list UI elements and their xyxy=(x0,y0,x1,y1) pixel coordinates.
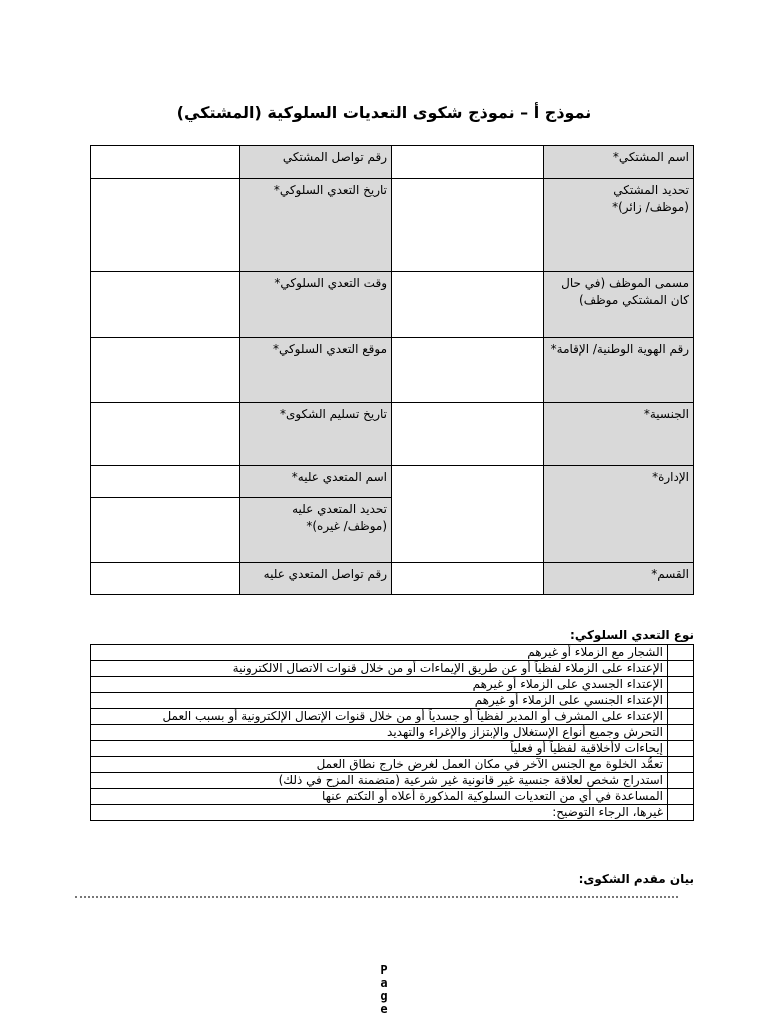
field-value[interactable] xyxy=(91,146,240,179)
form-title: نموذج أ – نموذج شكوى التعديات السلوكية (المشتكي) xyxy=(176,103,592,122)
page-letter: P xyxy=(380,963,388,977)
violation-type-row xyxy=(91,725,694,741)
field-label: مسمى الموظف (في حال كان المشتكي موظف) xyxy=(544,272,694,338)
type-label: غيرها، الرجاء التوضيح: xyxy=(91,805,668,821)
field-value[interactable] xyxy=(392,146,544,179)
field-label: رقم تواصل المشتكي xyxy=(240,146,392,179)
violation-types-heading: نوع التعدي السلوكي: xyxy=(570,628,694,642)
statement-dotted-line[interactable] xyxy=(75,890,678,898)
field-label: تحديد المشتكي (موظف/ زائر)* xyxy=(544,179,694,272)
violation-type-row xyxy=(91,661,694,677)
type-label: التحرش وجميع أنواع الإستغلال والإبتزاز والإغراء والتهديد xyxy=(91,725,668,741)
page-letter: e xyxy=(380,1002,388,1016)
field-label: اسم المشتكي* xyxy=(544,146,694,179)
page-letter: g xyxy=(380,989,388,1003)
field-value[interactable] xyxy=(91,338,240,403)
violation-type-row xyxy=(91,789,694,805)
type-label: الإعتداء على المشرف أو المدير لفظياً أو جسدياً أو من خلال قنوات الإتصال الإلكترونية أو بسبب العمل xyxy=(91,709,668,725)
type-checkbox[interactable] xyxy=(668,645,694,661)
type-checkbox[interactable] xyxy=(668,677,694,693)
type-label: تعمُّد الخلوة مع الجنس الآخر في مكان العمل لغرض خارج نطاق العمل xyxy=(91,757,668,773)
field-label: تحديد المتعدي عليه (موظف/ غيره)* xyxy=(240,498,392,563)
field-value[interactable] xyxy=(91,466,240,498)
type-checkbox[interactable] xyxy=(668,773,694,789)
field-value[interactable] xyxy=(392,403,544,466)
type-checkbox[interactable] xyxy=(668,789,694,805)
type-label: الإعتداء الجنسي على الزملاء أو غيرهم xyxy=(91,693,668,709)
violation-types-table xyxy=(90,644,694,821)
page-letter: a xyxy=(380,976,388,990)
field-value[interactable] xyxy=(91,403,240,466)
field-label: تاريخ تسليم الشكوى* xyxy=(240,403,392,466)
field-label: اسم المتعدي عليه* xyxy=(240,466,392,498)
type-checkbox[interactable] xyxy=(668,725,694,741)
type-label: استدراج شخص لعلاقة جنسية غير قانونية غير شرعية (متضمنة المزح في ذلك) xyxy=(91,773,668,789)
violation-type-row xyxy=(91,741,694,757)
type-label: إيحاءات لاأخلاقية لفظياً أو فعلياً xyxy=(91,741,668,757)
field-value[interactable] xyxy=(392,272,544,338)
type-checkbox[interactable] xyxy=(668,805,694,821)
type-checkbox[interactable] xyxy=(668,693,694,709)
field-label: الجنسية* xyxy=(544,403,694,466)
field-label: وقت التعدي السلوكي* xyxy=(240,272,392,338)
violation-type-row xyxy=(91,757,694,773)
field-label: رقم تواصل المتعدي عليه xyxy=(240,563,392,595)
field-value[interactable] xyxy=(392,338,544,403)
violation-type-row xyxy=(91,805,694,821)
violation-type-row xyxy=(91,693,694,709)
violation-type-row xyxy=(91,677,694,693)
field-label: القسم* xyxy=(544,563,694,595)
violation-type-row xyxy=(91,709,694,725)
field-value[interactable] xyxy=(392,179,544,272)
complainant-statement-heading: بيان مقدم الشكوى: xyxy=(578,872,694,886)
field-value[interactable] xyxy=(91,272,240,338)
field-value[interactable] xyxy=(91,498,240,563)
field-value[interactable] xyxy=(91,179,240,272)
page-footer xyxy=(378,964,390,1016)
field-label: رقم الهوية الوطنية/ الإقامة* xyxy=(544,338,694,403)
field-label: تاريخ التعدي السلوكي* xyxy=(240,179,392,272)
complainant-info-table xyxy=(90,145,694,595)
type-checkbox[interactable] xyxy=(668,709,694,725)
field-label: موقع التعدي السلوكي* xyxy=(240,338,392,403)
type-label: المساعدة في أي من التعديات السلوكية المذكورة أعلاه أو التكتم عنها xyxy=(91,789,668,805)
type-checkbox[interactable] xyxy=(668,741,694,757)
violation-type-row xyxy=(91,645,694,661)
type-label: الإعتداء على الزملاء لفظياً أو عن طريق الإيماءات أو من خلال قنوات الاتصال الالكترونية xyxy=(91,661,668,677)
type-checkbox[interactable] xyxy=(668,757,694,773)
type-label: الشجار مع الزملاء أو غيرهم xyxy=(91,645,668,661)
field-value[interactable] xyxy=(91,563,240,595)
violation-type-row xyxy=(91,773,694,789)
type-checkbox[interactable] xyxy=(668,661,694,677)
type-label: الإعتداء الجسدي على الزملاء أو غيرهم xyxy=(91,677,668,693)
field-label: الإدارة* xyxy=(544,466,694,563)
field-value[interactable] xyxy=(392,466,544,563)
field-value[interactable] xyxy=(392,563,544,595)
